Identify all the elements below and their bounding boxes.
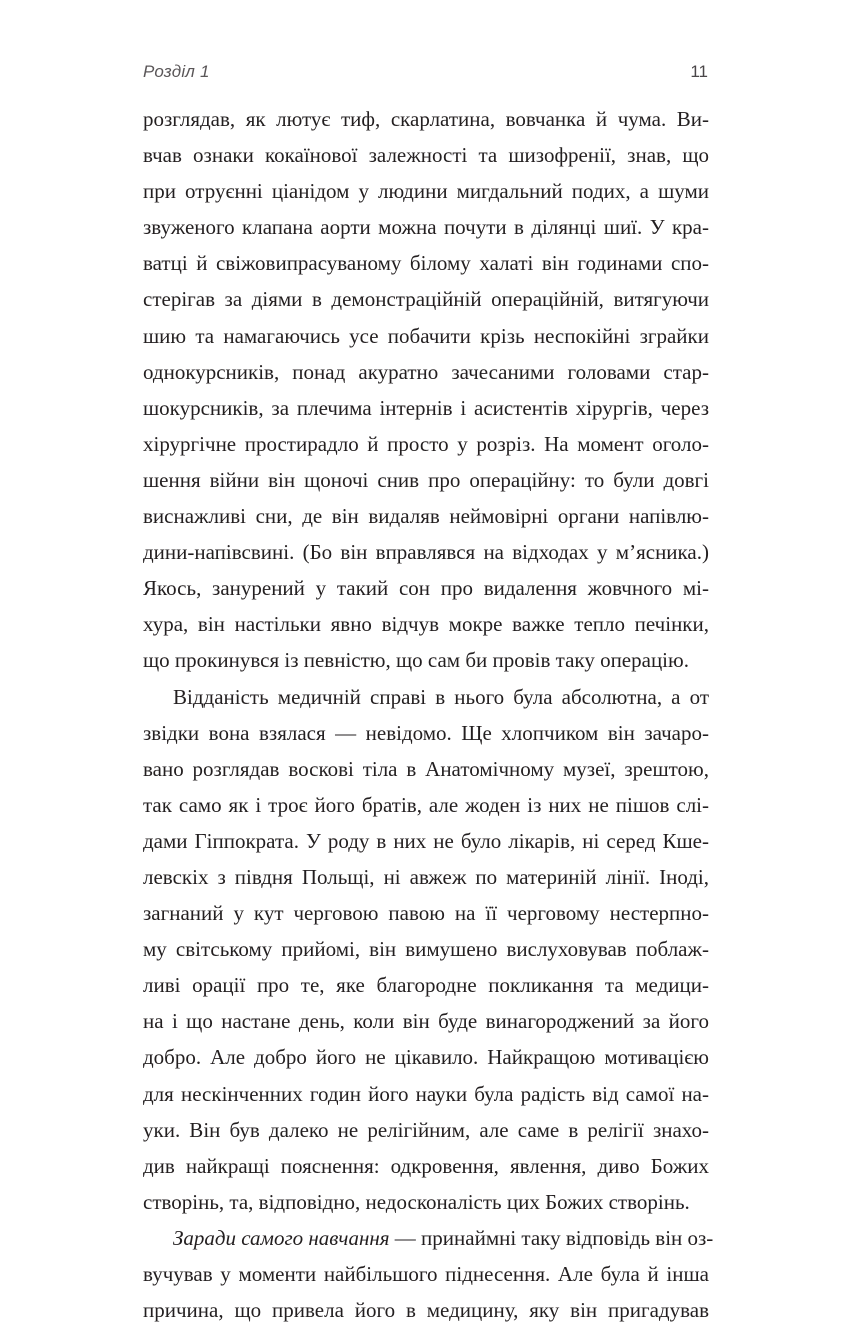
text-line: ливі орації про те, яке благородне покликання та медици-: [143, 973, 709, 998]
text-line-rest: — принаймні таку відповідь він оз-: [394, 1225, 714, 1250]
text-line: при отруєнні ціанідом у людини мигдальний подих, а шуми: [143, 179, 709, 204]
text-line: шию та намагаючись усе побачити крізь неспокійні зграйки: [143, 323, 709, 348]
text-line: шокурсників, за плечима інтернів і асистентів хірургів, через: [143, 395, 709, 420]
body-text: [143, 101, 714, 1328]
text-line: причина, що привела його в медицину, яку він пригадував: [143, 1298, 709, 1323]
text-line-paragraph-start: [143, 1220, 714, 1256]
text-line: розглядав, як лютує тиф, скарлатина, вовчанка й чума. Ви-: [143, 107, 709, 131]
chapter-running-head: Розділ 1: [143, 62, 210, 81]
text-line: вучував у моменти найбільшого піднесення. Але була й інша: [143, 1262, 709, 1286]
text-line: шення війни він щоночі снив про операційну: то були довгі: [143, 467, 709, 492]
text-line: виснажливі сни, де він видаляв неймовірні органи напівлю-: [143, 504, 709, 529]
text-line: звуженого клапана аорти можна почути в ділянці шиї. У кра-: [143, 215, 709, 240]
text-line: Якось, занурений у такий сон про видалення жовчного мі-: [143, 576, 709, 601]
text-line: хірургічне простирадло й просто у розріз. На момент оголо-: [143, 431, 709, 456]
text-line: стерігав за діями в демонстраційній операційній, витягуючи: [143, 287, 709, 312]
text-line: однокурсників, понад акуратно зачесаними головами стар-: [143, 359, 709, 384]
text-line: левскіх з півдня Польщі, ні авжеж по материній лінії. Іноді,: [143, 864, 709, 889]
text-line: вано розглядав воскові тіла в Анатомічному музеї, зрештою,: [143, 756, 709, 781]
text-line-paragraph-end: що прокинувся із певністю, що сам би провів таку операцію.: [143, 648, 689, 673]
text-line: уки. Він був далеко не релігійним, але саме в релігії знахо-: [143, 1117, 709, 1142]
page-number: 11: [690, 62, 708, 81]
text-line: так само як і троє його братів, але жоден із них не пішов слі-: [143, 792, 709, 817]
text-line: вчав ознаки кокаїнової залежності та шизофренії, знав, що: [143, 143, 709, 168]
text-line: ватці й свіжовипрасуваному білому халаті він годинами спо-: [143, 251, 709, 276]
text-line-paragraph-end: створінь, та, відповідно, недосконалість цих Божих створінь.: [143, 1189, 690, 1214]
text-line: звідки вона взялася — невідомо. Ще хлопчиком він зачаро-: [143, 720, 709, 745]
text-line: му світському прийомі, він вимушено вислуховував поблаж-: [143, 937, 709, 962]
text-line: добро. Але добро його не цікавило. Найкращою мотивацією: [143, 1045, 709, 1070]
text-line: для нескінченних годин його науки була радість від самої на-: [143, 1081, 709, 1106]
text-line-paragraph-start: Відданість медичній справі в нього була абсолютна, а от: [173, 684, 709, 709]
text-line: загнаний у кут черговою павою на її черговому нестерпно-: [143, 901, 709, 926]
text-line: дами Гіппократа. У роду в них не було лікарів, ні серед Кше-: [143, 828, 709, 853]
text-line: на і що настане день, коли він буде винагороджений за його: [143, 1009, 709, 1034]
text-line: див найкращі пояснення: одкровення, явлення, диво Божих: [143, 1153, 709, 1178]
italic-phrase: Заради самого навчання: [173, 1225, 390, 1250]
text-line: дини-напівсвині. (Бо він вправлявся на відходах у м’ясника.): [143, 540, 709, 565]
text-line: хура, він настільки явно відчув мокре важке тепло печінки,: [143, 612, 709, 637]
